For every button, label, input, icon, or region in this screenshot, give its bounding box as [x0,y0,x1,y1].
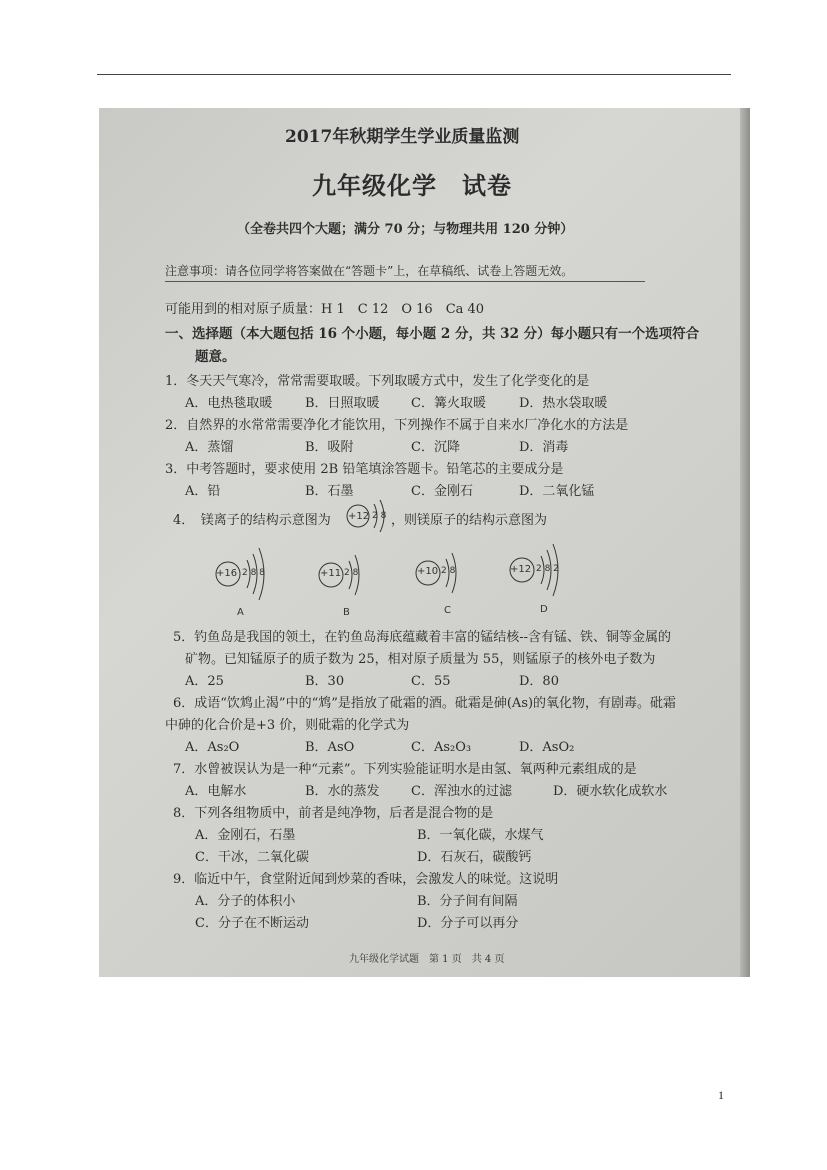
q9-option-b: B．分子间有间隔 [417,894,518,909]
q6-option-a: A．As₂O [185,740,240,755]
q6-option-c: C．As₂O₃ [411,740,472,755]
q1-option-b: B．日照取暖 [305,396,380,411]
q8-option-c: C．干冰，二氧化碳 [195,850,309,865]
q1-stem: 1．冬天天气寒冷，常常需要取暖。下列取暖方式中，发生了化学变化的是 [165,374,590,389]
exam-notice: 注意事项：请各位同学将答案做在“答题卡”上，在草稿纸、试卷上答题无效。 [165,264,574,278]
header-rule [97,74,731,75]
q6-option-d: D．AsO₂ [519,740,575,755]
q5-option-d: D．80 [519,674,559,689]
q4-stem-before: 4． 镁离子的结构示意图为 [173,513,331,528]
q8-option-a: A．金刚石，石墨 [195,828,296,843]
exam-photo [99,108,750,977]
exam-title-line1: 2017年秋期学生学业质量监测 [285,127,520,147]
mg-ion-nucleus: +12 [348,511,370,522]
q5-option-c: C．55 [411,674,451,689]
atom-a-nucleus: +16 [216,568,238,579]
q4-stem-after: ，则镁原子的结构示意图为 [391,513,548,528]
q7-option-d: D．硬水软化成软水 [553,784,668,799]
q5-stem-line2: 矿物。已知锰原子的质子数为 25，相对原子质量为 55，则锰原子的核外电子数为 [185,652,656,667]
q5-option-a: A．25 [185,674,224,689]
mg-ion-shells: 2 8 [372,511,387,521]
q3-stem: 3．中考答题时，要求使用 2B 铅笔填涂答题卡。铅笔芯的主要成分是 [165,462,564,477]
q7-stem: 7．水曾被误认为是一种“元素”。下列实验能证明水是由氢、氧两种元素组成的是 [173,762,637,777]
q7-option-a: A．电解水 [185,784,247,799]
notice-underline [165,281,645,282]
atom-d-label: D [540,604,548,615]
atom-a-shells: 2 8 8 [242,568,265,578]
atom-b-shells: 2 8 [344,568,359,578]
q8-option-d: D．石灰石，碳酸钙 [417,850,532,865]
q9-option-d: D．分子可以再分 [417,916,519,931]
q3-option-d: D．二氧化锰 [519,484,595,499]
q7-option-c: C．浑浊水的过滤 [411,784,512,799]
q7-option-b: B．水的蒸发 [305,784,380,799]
exam-subtitle: （全卷共四个大题；满分 70 分；与物理共用 120 分钟） [237,222,574,237]
q2-option-b: B．吸附 [305,440,354,455]
q3-option-b: B．石墨 [305,484,354,499]
atom-c-nucleus: +10 [417,566,439,577]
q6-option-b: B．AsO [305,740,355,755]
q2-option-d: D．消毒 [519,440,569,455]
q9-option-c: C．分子在不断运动 [195,916,309,931]
q2-option-a: A．蒸馏 [185,440,234,455]
q8-option-b: B．一氧化碳，水煤气 [417,828,544,843]
q8-stem: 8．下列各组物质中，前者是纯净物，后者是混合物的是 [173,806,494,821]
section1-heading-line2: 题意。 [195,349,236,365]
q2-option-c: C．沉降 [411,440,460,455]
q5-option-b: B．30 [305,674,345,689]
q6-stem-line2: 中砷的化合价是+3 价，则砒霜的化学式为 [165,718,410,733]
q1-option-a: A．电热毯取暖 [185,396,273,411]
q9-option-a: A．分子的体积小 [195,894,296,909]
photo-edge-shadow [740,108,750,977]
exam-title-line2: 九年级化学 试卷 [312,171,512,200]
q6-stem-line1: 6．成语“饮鸩止渴”中的“鸩”是指放了砒霜的酒。砒霜是砷(As)的氧化物，有剧毒。砒霜 [173,696,677,711]
atom-c-shells: 2 8 [441,566,456,576]
q3-option-c: C．金刚石 [411,484,473,499]
atom-a-label: A [237,607,244,618]
q1-option-d: D．热水袋取暖 [519,396,608,411]
q1-option-c: C．篝火取暖 [411,396,486,411]
q2-stem: 2．自然界的水常常需要净化才能饮用，下列操作不属于自来水厂净化水的方法是 [165,418,629,433]
q5-stem-line1: 5．钓鱼岛是我国的领土，在钓鱼岛海底蕴藏着丰富的锰结核--含有锰、铁、铜等金属的 [173,630,672,645]
atom-b-label: B [343,607,350,618]
page-number: 1 [718,1088,724,1102]
atom-d-shells: 2 8 2 [536,564,559,574]
q3-option-a: A．铅 [185,484,221,499]
exam-footer: 九年级化学试题 第 1 页 共 4 页 [349,954,505,965]
atom-b-nucleus: +11 [320,568,342,579]
section1-heading-line1: 一、选择题（本大题包括 16 个小题，每小题 2 分，共 32 分）每小题只有一个选项符合 [165,326,700,342]
q9-stem: 9．临近中午，食堂附近闻到炒菜的香味，会激发人的味觉。这说明 [173,872,559,887]
atom-d-nucleus: +12 [510,564,532,575]
atomic-masses: 可能用到的相对原子质量：H 1 C 12 O 16 Ca 40 [165,302,485,317]
atom-c-label: C [444,605,451,616]
